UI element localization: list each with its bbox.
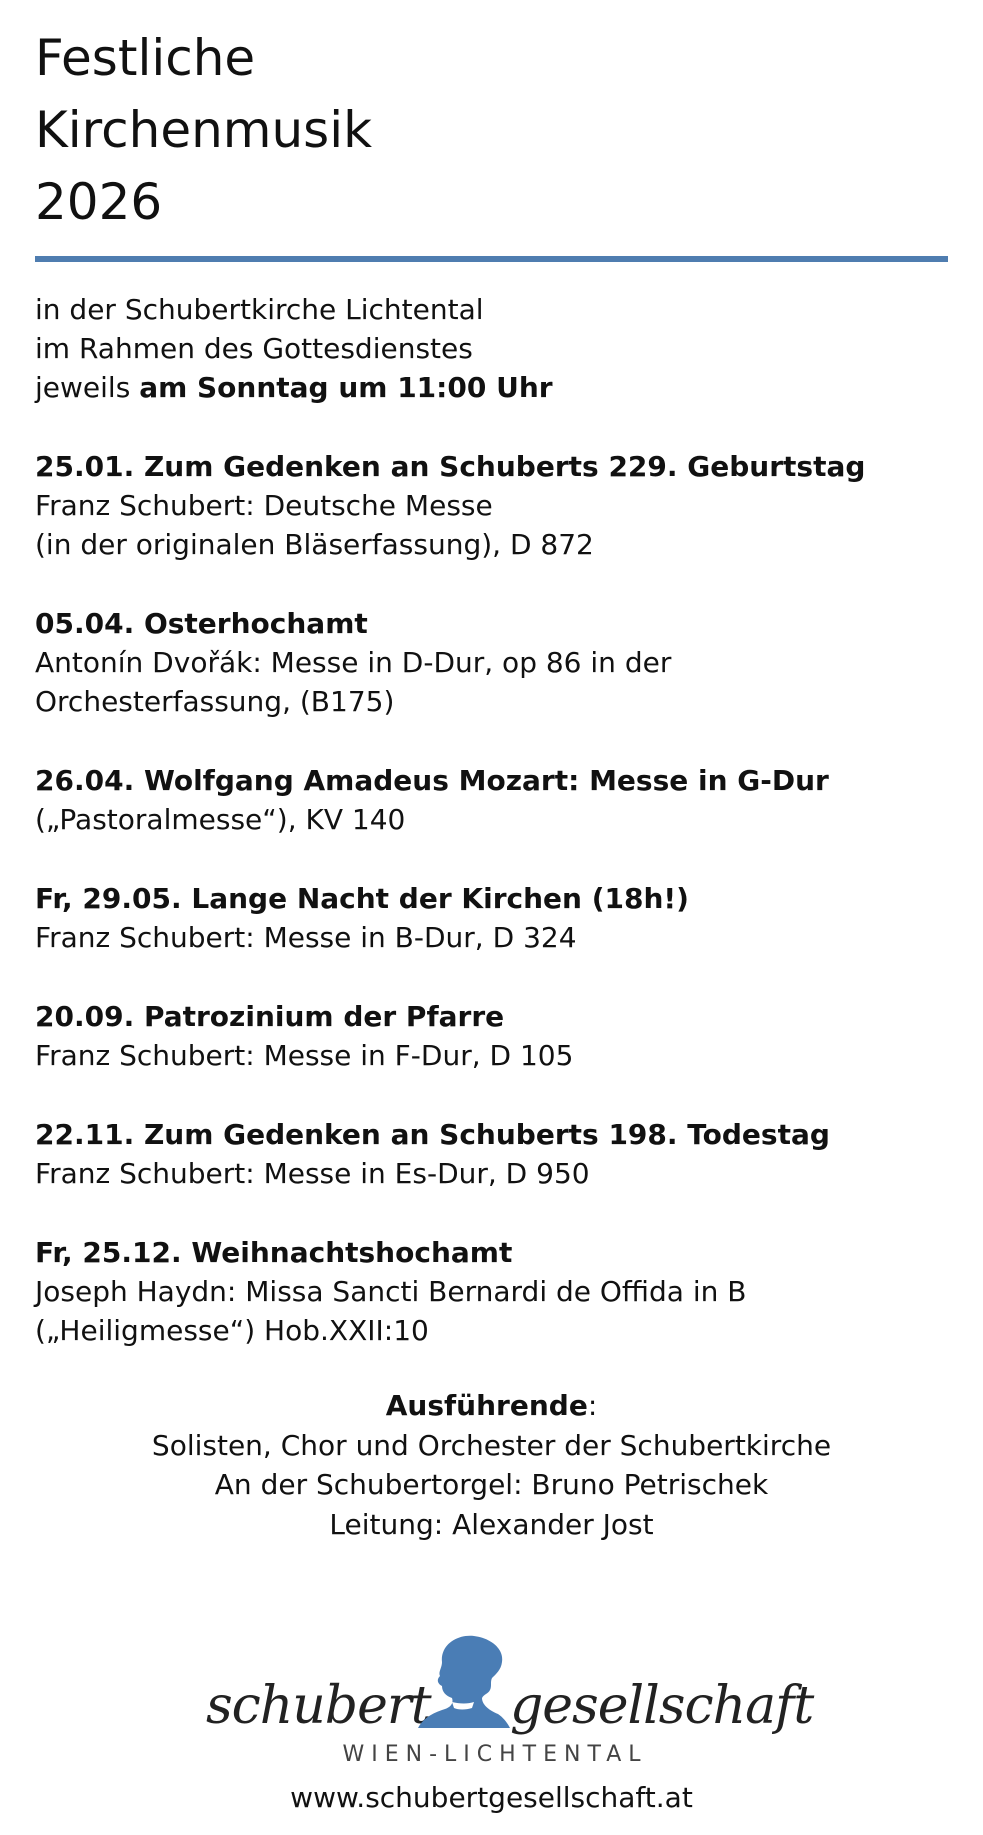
intro-line-3-time: am Sonntag um 11:00 Uhr [139, 371, 553, 404]
event-heading: 26.04. Wolfgang Amadeus Mozart: Messe in G-Dur [35, 764, 829, 797]
performers-label: Ausführende [385, 1389, 588, 1422]
performers-line-1: Solisten, Chor und Orchester der Schubertkirche [151, 1428, 832, 1462]
event-list [35, 447, 955, 1390]
event-detail: Franz Schubert: Deutsche Messe [35, 489, 493, 522]
intro-line-1: in der Schubertkirche Lichtental [35, 293, 484, 326]
event-heading: 20.09. Patrozinium der Pfarre [35, 1000, 505, 1033]
event-item [35, 447, 955, 564]
performers-line-2: An der Schubertorgel: Bruno Petrischek [214, 1468, 769, 1501]
performers-label-colon: : [587, 1389, 598, 1422]
logo-word-gesellschaft: gesellschaft [510, 1676, 814, 1736]
event-item [35, 879, 955, 957]
intro-line-3 [35, 368, 553, 407]
event-item [35, 997, 955, 1075]
title-line-3: 2026 [35, 173, 163, 231]
intro-text [35, 290, 553, 407]
performers-line-3: Leitung: Alexander Jost [329, 1507, 654, 1541]
event-item [35, 1233, 955, 1350]
performers-block [0, 1386, 983, 1544]
website-link[interactable]: www.schubertgesellschaft.at [290, 1781, 693, 1814]
intro-line-3-prefix: jeweils [35, 371, 140, 404]
event-item [35, 604, 955, 721]
event-item [35, 1115, 955, 1193]
title-divider [35, 256, 948, 262]
event-detail: Joseph Haydn: Missa Sancti Bernardi de Offida in B [35, 1275, 747, 1308]
event-detail: Orchesterfassung, (B175) [35, 685, 395, 718]
schubert-silhouette-icon [412, 1632, 516, 1728]
logo-subtitle: WIEN-LICHTENTAL [342, 1742, 648, 1767]
event-detail: Franz Schubert: Messe in Es-Dur, D 950 [35, 1157, 590, 1190]
title-line-2: Kirchenmusik [35, 101, 373, 159]
event-detail: Franz Schubert: Messe in B-Dur, D 324 [35, 921, 577, 954]
event-detail: („Heiligmesse“) Hob.XXII:10 [35, 1314, 429, 1347]
performers-heading [0, 1386, 983, 1426]
event-detail: (in der originalen Bläserfassung), D 872 [35, 528, 594, 561]
event-detail: („Pastoralmesse“), KV 140 [35, 803, 406, 836]
logo-word-schubert: schubert [206, 1676, 431, 1736]
event-heading: 22.11. Zum Gedenken an Schuberts 198. Todestag [35, 1118, 830, 1151]
intro-line-2: im Rahmen des Gottesdienstes [35, 332, 473, 365]
event-detail: Antonín Dvořák: Messe in D-Dur, op 86 in der [35, 646, 672, 679]
page-title [35, 22, 635, 238]
event-heading: 05.04. Osterhochamt [35, 607, 368, 640]
event-heading: Fr, 25.12. Weihnachtshochamt [35, 1236, 513, 1269]
event-heading: 25.01. Zum Gedenken an Schuberts 229. Geburtstag [35, 450, 866, 483]
event-item [35, 761, 955, 839]
schubert-gesellschaft-logo [200, 1630, 814, 1775]
title-line-1: Festliche [35, 29, 256, 87]
event-heading: Fr, 29.05. Lange Nacht der Kirchen (18h!) [35, 882, 689, 915]
event-detail: Franz Schubert: Messe in F-Dur, D 105 [35, 1039, 574, 1072]
